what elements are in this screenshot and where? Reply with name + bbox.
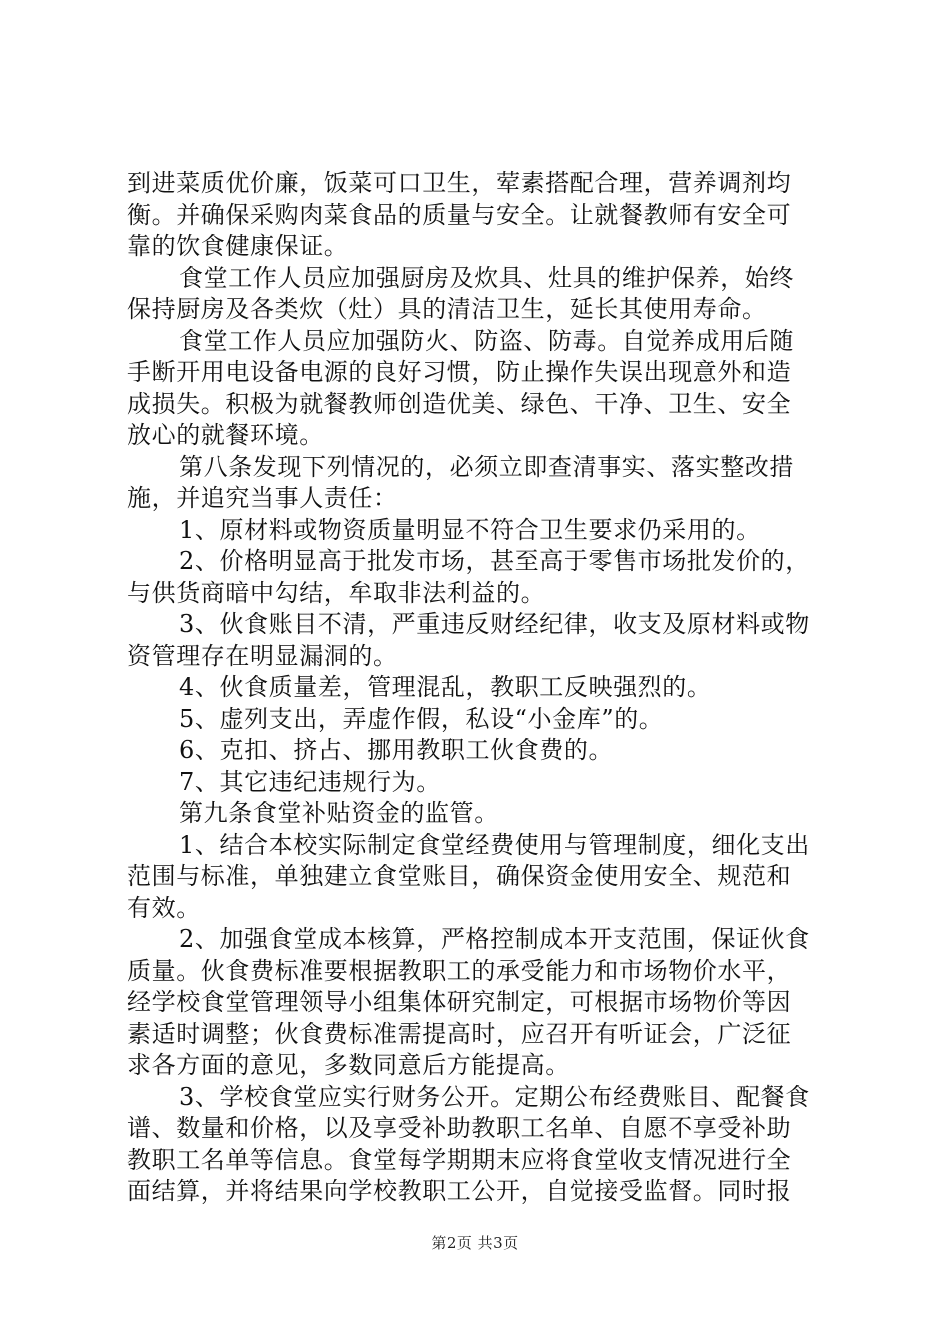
- text-line: 与供货商暗中勾结，牟取非法利益的。: [127, 578, 546, 607]
- text-line: 手断开用电设备电源的良好习惯，防止操作失误出现意外和造: [127, 358, 792, 386]
- text-line: 范围与标准，单独建立食堂账目，确保资金使用安全、规范和: [127, 862, 792, 890]
- text-line: 教职工名单等信息。食堂每学期期末应将食堂收支情况进行全: [127, 1145, 792, 1174]
- text-line: 5、虚列支出，弄虚作假，私设“小金库”的。: [179, 704, 664, 733]
- page-number-footer: 第2页 共3页: [431, 1234, 519, 1252]
- text-line: 成损失。积极为就餐教师创造优美、绿色、干净、卫生、安全: [127, 389, 792, 418]
- text-line: 资管理存在明显漏洞的。: [127, 641, 398, 670]
- text-line: 1、结合本校实际制定食堂经费使用与管理制度，细化支出: [179, 830, 810, 859]
- text-line: 求各方面的意见，多数同意后方能提高。: [127, 1051, 570, 1079]
- text-line: 第八条发现下列情况的，必须立即查清事实、落实整改措: [179, 452, 794, 481]
- text-line: 1、原材料或物资质量明显不符合卫生要求仍采用的。: [179, 515, 761, 544]
- text-line: 质量。伙食费标准要根据教职工的承受能力和市场物价水平，: [127, 956, 792, 985]
- text-line: 3、伙食账目不清，严重违反财经纪律，收支及原材料或物: [179, 610, 810, 638]
- text-line: 谱、数量和价格，以及享受补助教职工名单、自愿不享受补助: [127, 1114, 792, 1142]
- text-line: 6、克扣、挤占、挪用教职工伙食费的。: [179, 736, 614, 764]
- text-line: 2、价格明显高于批发市场，甚至高于零售市场批发价的，: [179, 547, 810, 575]
- text-line: 素适时调整；伙食费标准需提高时，应召开有听证会，广泛征: [127, 1019, 792, 1048]
- text-line: 保持厨房及各类炊（灶）具的清洁卫生，延长其使用寿命。: [127, 295, 767, 323]
- text-line: 2、加强食堂成本核算，严格控制成本开支范围，保证伙食: [179, 925, 810, 953]
- text-line: 第九条食堂补贴资金的监管。: [179, 799, 499, 827]
- text-line: 有效。: [127, 893, 201, 922]
- text-line: 7、其它违纪违规行为。: [179, 767, 441, 796]
- text-line: 食堂工作人员应加强防火、防盗、防毒。自觉养成用后随: [179, 326, 794, 355]
- text-line: 面结算，并将结果向学校教职工公开，自觉接受监督。同时报: [127, 1177, 792, 1205]
- text-line: 食堂工作人员应加强厨房及炊具、灶具的维护保养，始终: [179, 263, 794, 292]
- text-line: 经学校食堂管理领导小组集体研究制定，可根据市场物价等因: [127, 988, 792, 1016]
- text-line: 到进菜质优价廉，饭菜可口卫生，荤素搭配合理，营养调剂均: [127, 169, 792, 197]
- text-line: 衡。并确保采购肉菜食品的质量与安全。让就餐教师有安全可: [127, 200, 792, 229]
- text-line: 4、伙食质量差，管理混乱，教职工反映强烈的。: [179, 673, 712, 701]
- text-line: 靠的饮食健康保证。: [127, 232, 349, 260]
- text-line: 施，并追究当事人责任：: [127, 484, 398, 512]
- text-line: 3、学校食堂应实行财务公开。定期公布经费账目、配餐食: [179, 1082, 810, 1111]
- text-line: 放心的就餐环境。: [127, 421, 324, 449]
- document-body: [127, 168, 832, 1208]
